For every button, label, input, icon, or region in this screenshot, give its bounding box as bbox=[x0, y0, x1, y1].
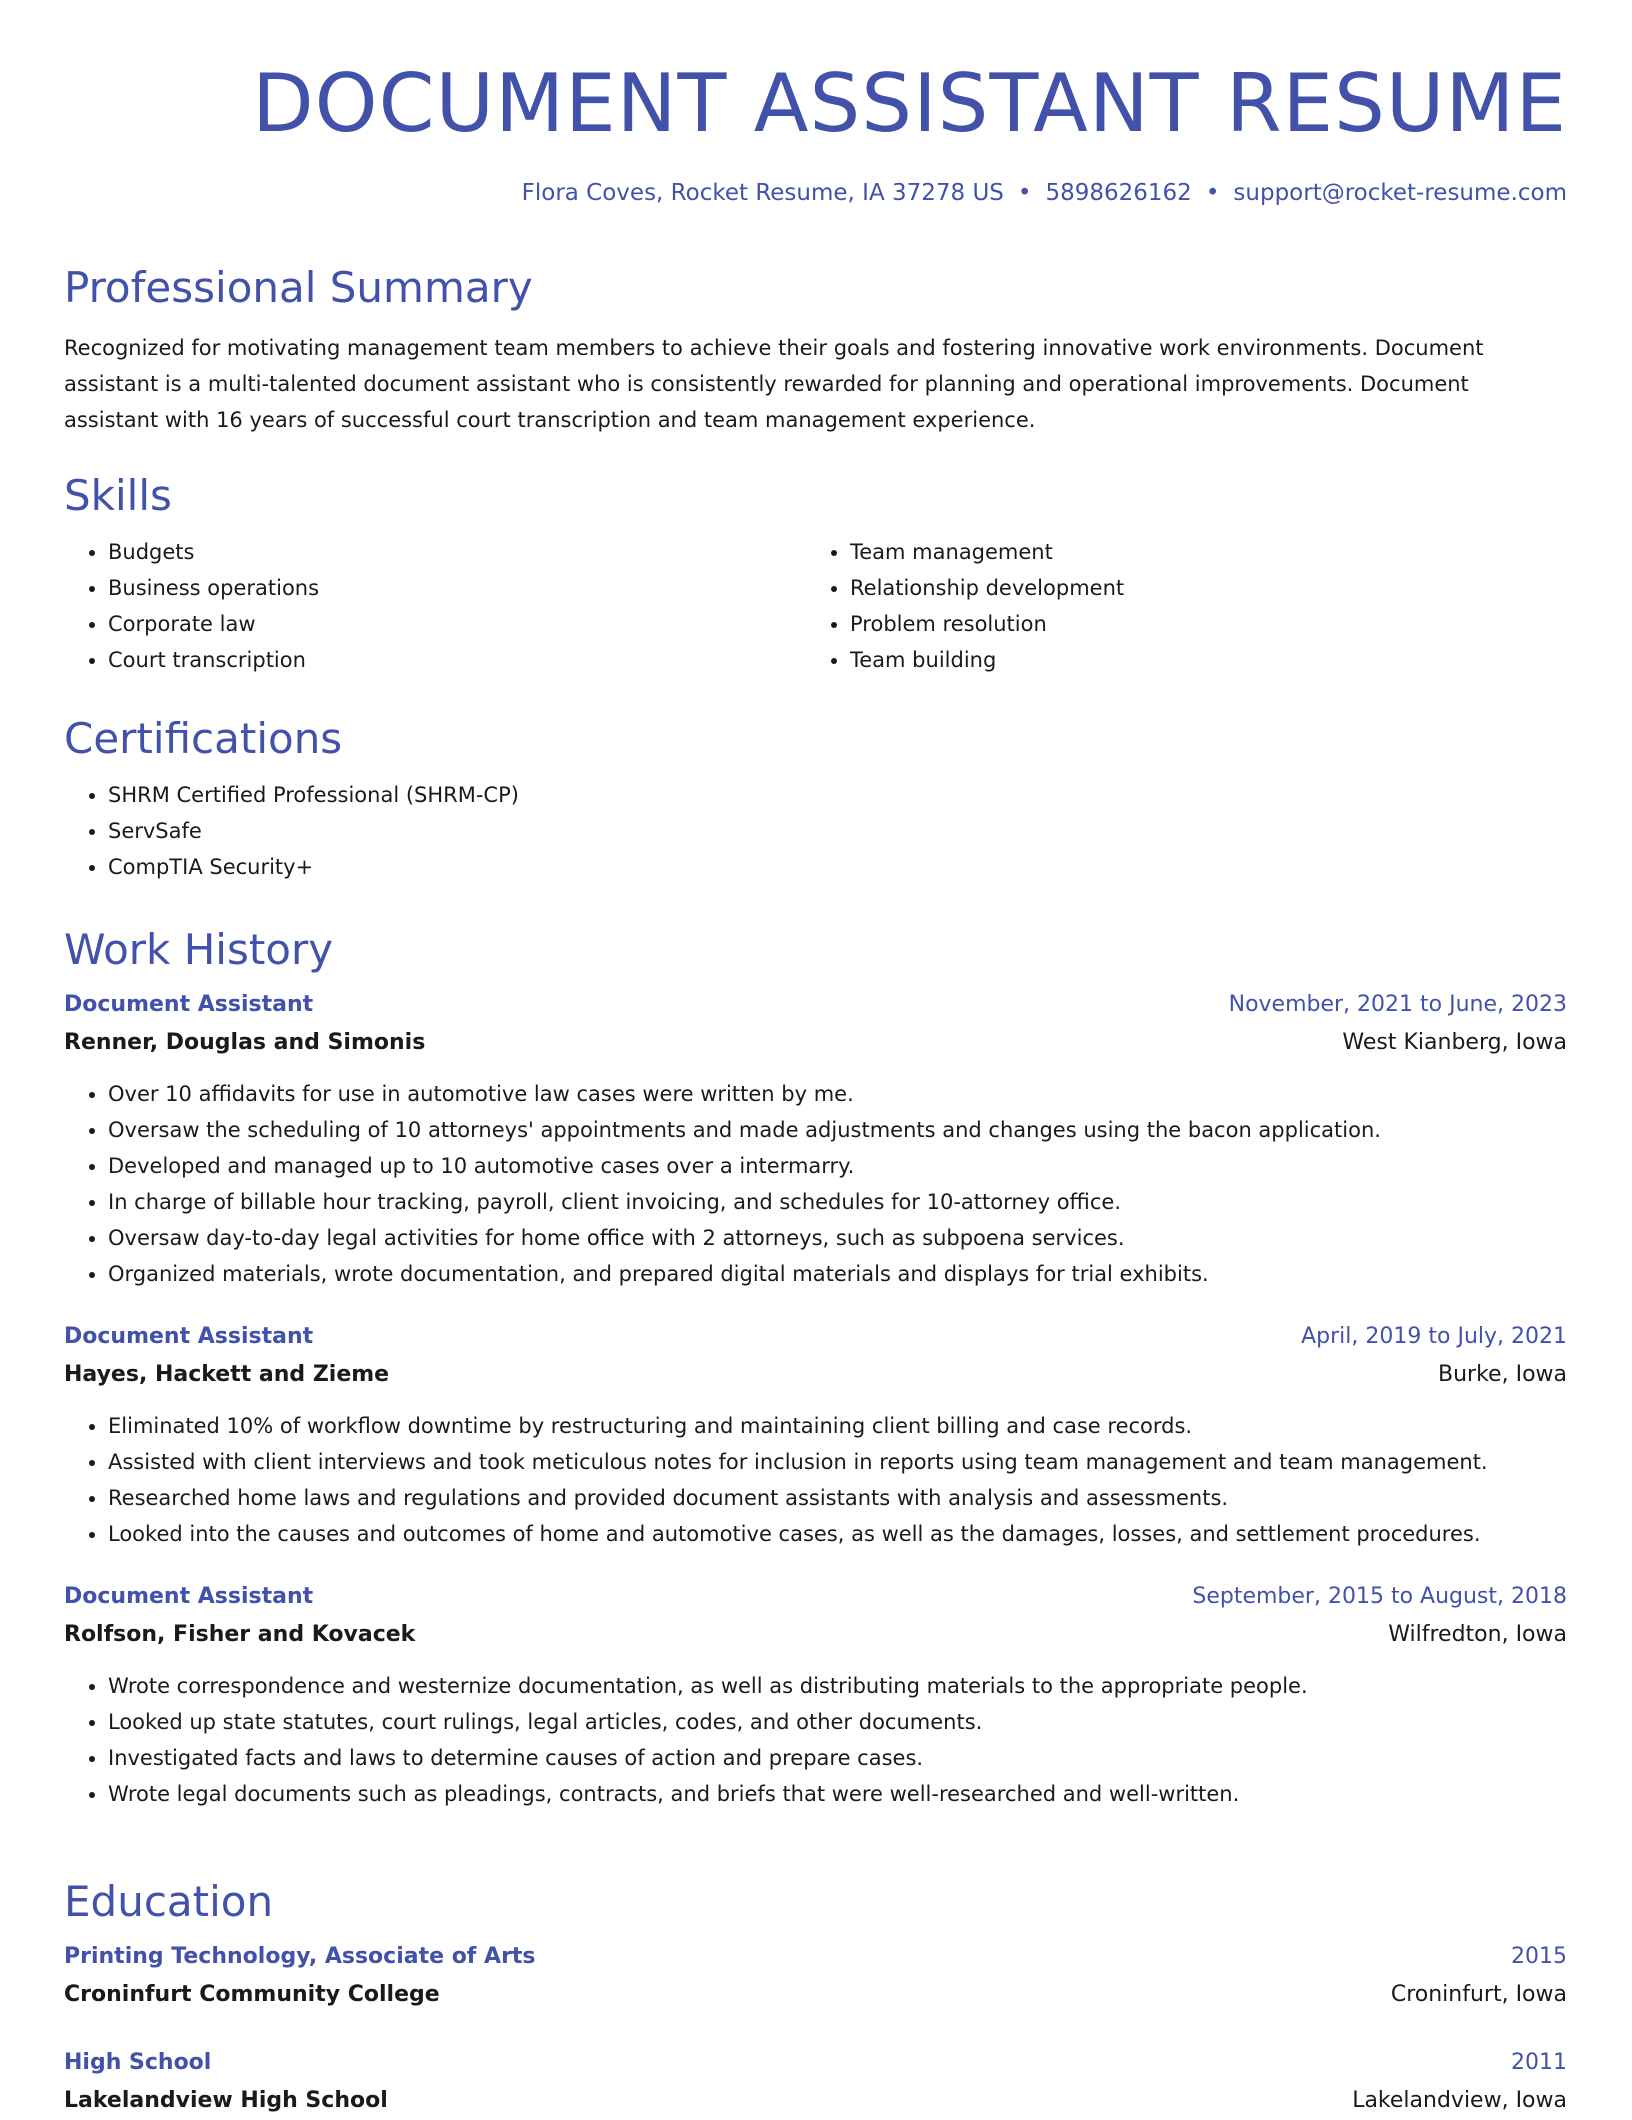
education-school: Lakelandview High School bbox=[64, 2088, 388, 2113]
contact-phone[interactable]: 5898626162 bbox=[1045, 180, 1192, 206]
section-heading-certifications: Certifications bbox=[64, 714, 343, 763]
job-bullet: • Developed and managed up to 10 automotive cases over a intermarry. bbox=[108, 1148, 1567, 1184]
job-employer: Renner, Douglas and Simonis bbox=[64, 1030, 426, 1055]
certification-item: • SHRM Certified Professional (SHRM-CP) bbox=[108, 777, 1567, 813]
education-degree: High School bbox=[64, 2050, 212, 2075]
education-entry bbox=[64, 2044, 1567, 2120]
job-entry bbox=[64, 1578, 1567, 1812]
contact-email[interactable]: support@rocket-resume.com bbox=[1233, 180, 1567, 206]
education-school: Croninfurt Community College bbox=[64, 1982, 440, 2007]
job-dates: April, 2019 to July, 2021 bbox=[1301, 1324, 1567, 1349]
job-location: Burke, Iowa bbox=[1438, 1362, 1567, 1387]
job-entry bbox=[64, 1318, 1567, 1552]
job-dates: September, 2015 to August, 2018 bbox=[1192, 1584, 1567, 1609]
education-year: 2011 bbox=[1511, 2050, 1567, 2075]
job-dates: November, 2021 to June, 2023 bbox=[1228, 992, 1567, 1017]
job-bullet: • Wrote legal documents such as pleadings, contracts, and briefs that were well-researched and well-written. bbox=[108, 1776, 1567, 1812]
job-employer: Rolfson, Fisher and Kovacek bbox=[64, 1622, 416, 1647]
certifications-section bbox=[64, 713, 1567, 885]
skills-column-left bbox=[64, 534, 806, 678]
skill-item: • Problem resolution bbox=[850, 606, 1548, 642]
work-history-section bbox=[64, 924, 1567, 1812]
job-title: Document Assistant bbox=[64, 1324, 314, 1349]
job-bullet: • Researched home laws and regulations and provided document assistants with analysis and assessments. bbox=[108, 1480, 1567, 1516]
contact-separator: • bbox=[1205, 180, 1220, 206]
section-heading-education: Education bbox=[64, 1877, 274, 1926]
job-bullet: • Looked up state statutes, court rulings, legal articles, codes, and other documents. bbox=[108, 1704, 1567, 1740]
skills-columns bbox=[64, 534, 1567, 678]
job-bullet: • Oversaw day-to-day legal activities for home office with 2 attorneys, such as subpoena services. bbox=[108, 1220, 1567, 1256]
job-bullet: • Oversaw the scheduling of 10 attorneys' appointments and made adjustments and changes using the bacon application. bbox=[108, 1112, 1567, 1148]
job-title: Document Assistant bbox=[64, 1584, 314, 1609]
job-bullet: • In charge of billable hour tracking, payroll, client invoicing, and schedules for 10-attorney office. bbox=[108, 1184, 1567, 1220]
skills-section bbox=[64, 470, 1567, 678]
skill-item: • Team management bbox=[850, 534, 1548, 570]
skill-item: • Budgets bbox=[108, 534, 806, 570]
contact-line bbox=[64, 178, 1567, 208]
skill-item: • Relationship development bbox=[850, 570, 1548, 606]
certification-item: • CompTIA Security+ bbox=[108, 849, 1567, 885]
job-entry bbox=[64, 986, 1567, 1292]
job-employer: Hayes, Hackett and Zieme bbox=[64, 1362, 390, 1387]
education-entry bbox=[64, 1938, 1567, 2014]
job-bullet: • Investigated facts and laws to determine causes of action and prepare cases. bbox=[108, 1740, 1567, 1776]
education-degree: Printing Technology, Associate of Arts bbox=[64, 1944, 536, 1969]
job-location: Wilfredton, Iowa bbox=[1388, 1622, 1567, 1647]
contact-address: Flora Coves, Rocket Resume, IA 37278 US bbox=[521, 180, 1004, 206]
job-bullet: • Wrote correspondence and westernize documentation, as well as distributing materials to the appropriate people. bbox=[108, 1668, 1567, 1704]
job-bullet: • Eliminated 10% of workflow downtime by restructuring and maintaining client billing and case records. bbox=[108, 1408, 1567, 1444]
section-heading-work-history: Work History bbox=[64, 925, 334, 974]
skill-item: • Team building bbox=[850, 642, 1548, 678]
resume-page bbox=[64, 0, 1567, 2113]
summary-text: Recognized for motivating management team members to achieve their goals and fostering innovative work environments. Document assistant is a multi-talented document assistant who is consistently rewarded for planning and operational improvements. Document assistant with 16 years of successful court transcription and team management experience. bbox=[64, 336, 1484, 432]
education-location: Lakelandview, Iowa bbox=[1352, 2088, 1567, 2113]
education-section bbox=[64, 1876, 1567, 2120]
summary-section bbox=[64, 262, 1567, 438]
section-heading-skills: Skills bbox=[64, 471, 172, 520]
contact-separator: • bbox=[1017, 180, 1032, 206]
job-bullet: • Assisted with client interviews and took meticulous notes for inclusion in reports using team management and team management. bbox=[108, 1444, 1567, 1480]
job-bullet: • Looked into the causes and outcomes of home and automotive cases, as well as the damages, losses, and settlement procedures. bbox=[108, 1516, 1567, 1552]
resume-title: DOCUMENT ASSISTANT RESUME bbox=[252, 57, 1567, 150]
education-year: 2015 bbox=[1511, 1944, 1567, 1969]
skill-item: • Corporate law bbox=[108, 606, 806, 642]
job-location: West Kianberg, Iowa bbox=[1342, 1030, 1567, 1055]
education-location: Croninfurt, Iowa bbox=[1390, 1982, 1567, 2007]
job-title: Document Assistant bbox=[64, 992, 314, 1017]
certification-item: • ServSafe bbox=[108, 813, 1567, 849]
job-bullet: • Over 10 affidavits for use in automotive law cases were written by me. bbox=[108, 1076, 1567, 1112]
skill-item: • Business operations bbox=[108, 570, 806, 606]
skill-item: • Court transcription bbox=[108, 642, 806, 678]
skills-column-right bbox=[806, 534, 1548, 678]
job-bullet: • Organized materials, wrote documentation, and prepared digital materials and displays for trial exhibits. bbox=[108, 1256, 1567, 1292]
section-heading-summary: Professional Summary bbox=[64, 263, 533, 312]
